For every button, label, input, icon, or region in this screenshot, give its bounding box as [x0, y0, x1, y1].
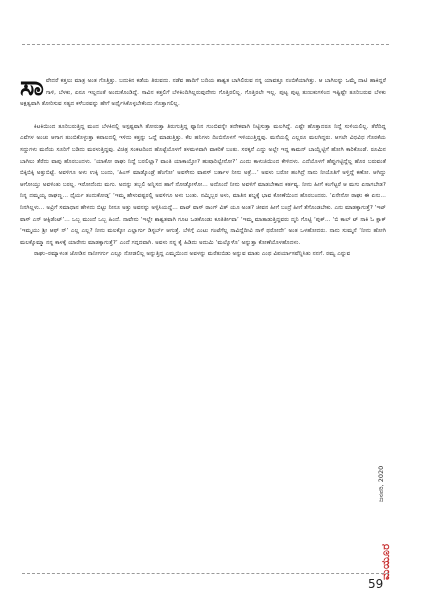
bottom-dashed-rule — [22, 573, 389, 574]
article-paragraph-1 — [20, 71, 386, 111]
article-paragraph-3: ರಾಘು–ರಮ್ಯಾಳಂತ ಜೋಡಿನ ನಾನೀಗರ್ಗು ಎಲ್ಲೂ ನೋಡಲಿಲ್ಲ ಅನ್ನುತ್ತಿದ್ದ ಎಮ್ಮಯಿಂದ ಅವಳನ್ನು ಮರೆತುಬಿಡು ಅನ್ನುವ ಮಾತು ಎಂಥ ವಿಪರ್ಯಾಸವೆನ್ನಿಸಿತು ನನಗೆ. ರಮ್ಯ ಎನ್ನುವ — [34, 251, 351, 258]
paragraph-1-text: ವೇದರೆ ಕತ್ತಲು ಮಾತ್ರ ಅಂತ ಗೊತ್ತಿತ್ತು. ಬದುಕಿನ ಕಡೆಯ ತಿರುವದು. ನಡೆವ ಹಾದಿಗೆ ಬದಿಯ ಶಾಶ್ವತ ಬಾಗಿಲಿರುವ ನನ್ನ ಯಾವತ್ತೂ ನಂಬಿಕೆಯಾಗಿತ್ತು. ಆ ಬಾಗಿಲನ್ನು ಒಮ್ಮೆ ದಾಟಿ ಹಾಕಿದ್ದರೆ ಗಾಳಿ, ಬೆಳಕು, ಏನೂ ಇಲ್ಲದಂತೆ ಅಂದುಕೊಂಡಿದ್ದೆ. ಸಾವಿನ ಕತ್ತಲಿಗೆ ಬೆಳಕಿಂದಿಗಿಲ್ಲರುವುದೇನು ಗೊತ್ತಿರಲಿಲ್ಲ. ಗೊತ್ತಿರಲೇ ಇಲ್ಲ. ಪುಟ್ಟ ಪುಟ್ಟ ತುಣುಕುಗಳಿಂದ ಇಷ್ಟಿಷ್ಟೇ ತೂರಿಬರುವ ಬೆಳಕು ಅಕ್ಷತ್ವವಾಗಿ ತೋರಿಸುವ ಸತ್ಯದ ಕಳೆಬರವನ್ನು ಹೇಗೆ ಅರ್ಥೈಸಿಕೊಳ್ಳಬೇಕೆಂದು ಗೊತ್ತಾಗಲಿಲ್ಲ. — [20, 78, 386, 108]
article-paragraph-2: ಕಿಟಕಿಯಿಂದ ತೂರಿಬರುತ್ತಿದ್ದ ಮಂದ ಬೆಳಕಿನಲ್ಲಿ ಅಸ್ಪಷ್ಟವಾಗಿ ತೋರುತ್ತಾ ತಿರುಗುತ್ತಿದ್ದ ಫ್ಯಾನಿನ ಗುಂಬಿವನ್ನೇ ತದೇಕವಾಗಿ ನಿಟ್ಟಿಸುತ್ತಾ ಮಲಗಿದ್ದೆ. ಎಷ್ಟೇ ಹೊತ್ತಾದರೂ ನಿದ್ದೆ ಸುಳಿಯಲಿಲ್ಲ. ತೆರೆದಿದ್ದ ಎವೆಗಳ ಅಂಚು ಆಗಾಗ ತುಂಬಿಕೊಳ್ಳುತ್ತಾ ಕಪಾಲದಲ್ಲಿ ಇಳಿದು ಕತ್ತನ್ನು ಒದ್ದೆ ಮಾಡುತ್ತಿತ್ತು. ಕೆಲ ಹನಿಗಳು ದಿಂಬಿನೊಳಗೆ ಇಳಿಯುತ್ತಿದ್ದವು. ಮನೆಯಲ್ಲಿ ಎಲ್ಲರೂ ಮಲಗಿದ್ದರು. ಆಗಲೇ ವಿಧವಿಧ ಗೊರಕೆಯ ಸದ್ದುಗಳು ಮನೆಯ ಸೂರಿಗೆ ಬಡಿದು ಮರಳುತ್ತಿದ್ದವು. ವಿಚಿತ್ರ ಸಂಕಟದಿಂದ ಹೊಟ್ಟೆಯೊಳಗೆ ತಳಮಳವಾಗಿ ವಾಕರಿಕೆ ಬಂತು. ಸರಕ್ಕನೆ ಎದ್ದು ಅಲ್ಲೇ ಇದ್ದ ಕಾಮನ್ ಬಾಯ್ಲೆಟ್ಟಿಗೆ ಹೋಗಿ ಕಾರಿಕೊಂಡೆ. ರೂಮಿನ ಬಾಗಿಲು ತೆರೆದು ವಾಪು ಹೊರಬಂದಳು. ‘ಯಾಕೋ ರಾಘು ನಿದ್ದೆ ಬರಲಿಲ್ಲಾ? ವಾಂತಿ ಯಾಕಾಯ್ತೋ? ಹುಷಾರಿಲ್ವೇನೋ?’ ಎಂದು ಕಾಳುಜಿಯಿಂದ ಕೇಳಿದಳು. ಎದೆಯೊಳಗೆ ಹೆಪ್ಪುಗಟ್ಟಿದ್ದೆಲ್ಲ ಹೊರ ಬರುವಂತೆ ಬಿಕ್ಕಿಬಿಕ್ಕಿ ಅತ್ತುಬಿಟ್ಟೆ. ಅವಳಿಗೂ ಅಳು ಉಕ್ಕಿ ಬಂದು, ‘ಹಿಂಗ್ ಮಾಡ್ಕೊಂಡ್ರೆ ಹೆಂಗೋ’ ಅವಳೇನು ವಾಪಸ್ ಬರ್ತಾಳ ನೀನು ಅತ್ರೆ...’ ಅವಳು ಬರೋ ಹಂಗಿದ್ರೆ ನಾನು ನೀಯೊತಿಗೆ ಅಳ್ತಿದ್ದೆ ಕಣೋ. ಆಗಿದ್ದು ಆಗೋಯ್ತು ಅವಳಿಂತು ಬರಲ್ಲ. ಇರೋದೆಂದು ಮಗು. ಅದನ್ನು ತಬ್ಬಲಿ ಅನ್ನಿಸದ ಹಾಗೆ ನೋಡ್ಕೋಳೋ... ಅದೊಂದೆ ನೀನು ಅವಳಿಗೆ ಮಾಡಬೇಕಾದ ಕರ್ತವ್ಯ. ನೀನು ಹೀಗೆ ಕಂಗೆಟ್ಟರೆ ಆ ಮಗು ಏನಾಗಬೇಡ? ನಿನ್ನ ದಮ್ಮಯ್ಯ ರಾಘಣ್ಣ... ಧೈರ್ಯ ತಂದುಕೋಡ್ಗ’ ‘ಇಮ್ಮ ಹೇಳುವಷ್ಟರಲ್ಲಿ ಅವಳಿಗೂ ಅಳು ಬಂತು. ನಮ್ಮಿಬ್ಬರ ಅಳು, ಮಾತಿನ ಶಬ್ದಕ್ಕೆ ಭಾವ ಕೋಣೆಯಿಂದ ಹೊರಬಂದರು. ‘ಏನೇನೋ ರಾಘು ಈ ಏನು... ನಿನಗಿಲ್ಲಳು... ಅವ್ರಿಗೆ ಸಮಾಧಾನ ಹೇಳದು ಬಿಟ್ಟು ನೀನೂ ಅತ್ತು ಅವನನ್ನು ಅಳ್ಳಿಸಿಯದ್ದೆ... ವಾಟ್ ವಾಸ್ ರಾಂಗ್ ವಿತ್ ಯೂ ಅಂತ? ಜೀವನ ಹೀಗೆ ಬಂದ್ರೆ ಹೀಗೆ ತೆಗೊಂಡಬೇಕು. ಎನು ಮಾಡಕ್ಕಾಗುತ್ತೆ? ‘ಇಟ್ ವಾಸ್ ಎನ್ ಆಕ್ಸಿಡೆಂಟ್’... ಒಬ್ಬ ಮುಂದೆ ಒಬ್ಬ ಹಿಂದೆ. ನಾವೇನು ‘ಇಲ್ಲೇ ಶಾಶ್ವತವಾಗಿ ಗೂಟ ಒಡಕೊಂಡು ಕೂತಿರ್ತೀವಾ’ ‘ಇಮ್ಮ ಮಾತಾಡುತ್ತಿದ್ದವರು ದ್ಮನಿ ಗೊಟ್ಟಿ ‘ಪುಕ್... ‘ಬಿ ಕಾಲ್ ಟ್ ನಾಕಿ ಓ ಕ್ಲಾಕ್ ‘ಇಮ್ಮಯು ಶ್ರೀ ಆಫ್ ನ್’ ಎಲ್ಲ ಎಲ್ಲ? ನೀನು ಮಲಕ್ಕೋ ಎಲ್ಲಾರ್ಗು ಡಿಸ್ಟರ್ಬ್ ಆಗುತ್ತೆ. ಬೆಳಿಗ್ಗೆ ಎಂಟು ಗಂಟೆಗೆಲ್ಲ ನಾವಿದ್ದೆದೀವಿ ನಾಳೆ ಥರೋದೇ’ ಅಂತ ಒಳಹೋದರು. ನಾನು ಸುಮ್ಮನೆ ‘ನೀನು ಹೋಗಿ ಮಲಕ್ಕೊಮ್ಮಾ ನನ್ನ ಕಾಳಕ್ಕೆ ಯಾರೇನು ಮಾಡಕ್ಕಾಗುತ್ತೆ?’ ಎಂದೆ ಗದ್ಗದವಾಗಿ. ಅವಳು ನನ್ನ ಕೈ ಹಿಡಿದು ಅದುಮಿ ‘ಮಲ್ಕೊಳೊ’ ಅನ್ನುತ್ತಾ ಕೋಣೆಯೊಳಹೊದಳು. — [20, 123, 386, 246]
top-dashed-rule — [22, 44, 389, 45]
issue-date: ಜನವರಿ, 2020 — [377, 465, 385, 502]
article-body — [20, 71, 386, 261]
page-number: 59 — [368, 577, 384, 591]
magazine-logo: ಮಯೂರ — [379, 543, 392, 580]
drop-cap: ಸಾ — [20, 71, 43, 102]
